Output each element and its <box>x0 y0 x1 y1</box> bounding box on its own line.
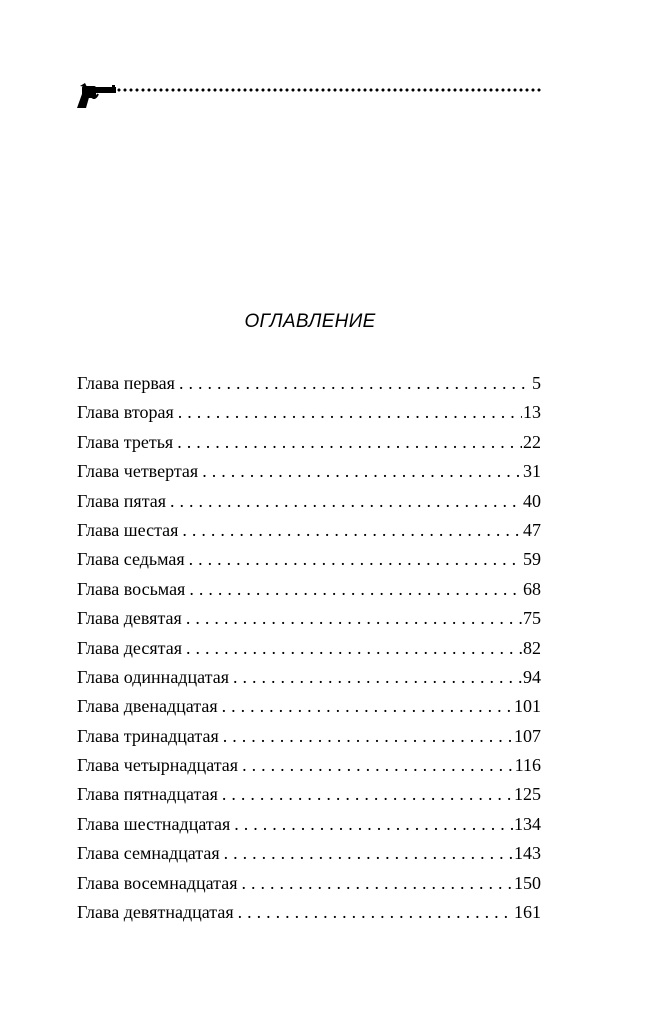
toc-page-number: 68 <box>523 578 541 599</box>
toc-entry[interactable] <box>77 663 541 692</box>
toc-entry-label: Глава четвертая <box>77 461 199 482</box>
toc-leader <box>170 487 522 516</box>
toc-leader <box>241 869 513 898</box>
toc-leader <box>178 398 522 427</box>
toc-entry-label: Глава пятнадцатая <box>77 784 218 805</box>
toc-page-number: 107 <box>514 725 541 746</box>
toc-entry[interactable] <box>77 722 541 751</box>
toc-entry[interactable] <box>77 545 541 574</box>
toc-entry[interactable] <box>77 780 541 809</box>
toc-list <box>77 369 541 927</box>
toc-leader <box>238 898 513 927</box>
toc-entry-label: Глава пятая <box>77 490 167 511</box>
toc-leader <box>233 663 522 692</box>
dotted-rule <box>116 88 542 92</box>
toc-entry[interactable] <box>77 369 541 398</box>
toc-entry[interactable] <box>77 692 541 721</box>
toc-entry[interactable] <box>77 487 541 516</box>
toc-entry-label: Глава одиннадцатая <box>77 666 229 687</box>
toc-page-number: 40 <box>523 490 541 511</box>
toc-leader <box>242 751 514 780</box>
toc-entry-label: Глава восемнадцатая <box>77 872 238 893</box>
toc-page-number: 116 <box>514 755 541 776</box>
toc-page-number: 13 <box>523 402 541 423</box>
toc-entry-label: Глава семнадцатая <box>77 843 220 864</box>
toc-entry[interactable] <box>77 604 541 633</box>
toc-entry-label: Глава тринадцатая <box>77 725 219 746</box>
toc-page-number: 161 <box>514 902 541 923</box>
toc-leader <box>222 780 513 809</box>
toc-entry[interactable] <box>77 751 541 780</box>
toc-entry-label: Глава девятая <box>77 608 182 629</box>
toc-page-number: 125 <box>514 784 541 805</box>
toc-page-number: 5 <box>532 373 541 393</box>
toc-entry-label: Глава третья <box>77 431 174 452</box>
toc-page-number: 75 <box>523 608 541 629</box>
toc-leader <box>224 839 513 868</box>
toc-entry[interactable] <box>77 839 541 868</box>
toc-entry[interactable] <box>77 869 541 898</box>
toc-entry-label: Глава четырнадцатая <box>77 755 239 776</box>
toc-entry-label: Глава шестнадцатая <box>77 813 231 834</box>
toc-entry[interactable] <box>77 810 541 839</box>
toc-page-number: 22 <box>523 431 541 452</box>
toc-entry-label: Глава девятнадцатая <box>77 902 234 923</box>
toc-page-number: 101 <box>514 696 541 717</box>
toc-page-number: 59 <box>523 549 541 570</box>
toc-page-number: 94 <box>523 666 541 687</box>
toc-entry[interactable] <box>77 398 541 427</box>
toc-leader <box>186 634 522 663</box>
toc-leader <box>179 369 531 398</box>
pistol-icon <box>76 80 118 110</box>
toc-page-number: 143 <box>514 843 541 864</box>
toc-entry-label: Глава вторая <box>77 402 174 423</box>
toc-page-number: 134 <box>514 813 541 834</box>
toc-leader <box>223 722 513 751</box>
toc-leader <box>189 545 522 574</box>
toc-entry[interactable] <box>77 516 541 545</box>
toc-entry[interactable] <box>77 428 541 457</box>
toc-page-number: 150 <box>514 872 541 893</box>
toc-leader <box>182 516 522 545</box>
toc-title: ОГЛАВЛЕНИЕ <box>244 311 376 332</box>
toc-page-number: 82 <box>523 637 541 658</box>
toc-leader <box>189 575 522 604</box>
toc-entry-label: Глава первая <box>77 373 175 393</box>
toc-entry[interactable] <box>77 634 541 663</box>
toc-leader <box>234 810 513 839</box>
toc-entry[interactable] <box>77 898 541 927</box>
toc-entry-label: Глава восьмая <box>77 578 186 599</box>
toc-entry-label: Глава шестая <box>77 519 179 540</box>
toc-entry-label: Глава двенадцатая <box>77 696 218 717</box>
toc-entry-label: Глава десятая <box>77 637 182 658</box>
toc-leader <box>177 428 522 457</box>
toc-leader <box>222 692 513 721</box>
header-ornament <box>76 80 546 110</box>
toc-leader <box>186 604 522 633</box>
toc-entry[interactable] <box>77 457 541 486</box>
toc-entry[interactable] <box>77 575 541 604</box>
toc-entry-label: Глава седьмая <box>77 549 185 570</box>
toc-page-number: 47 <box>523 519 541 540</box>
toc-leader <box>202 457 522 486</box>
toc-page-number: 31 <box>523 461 541 482</box>
